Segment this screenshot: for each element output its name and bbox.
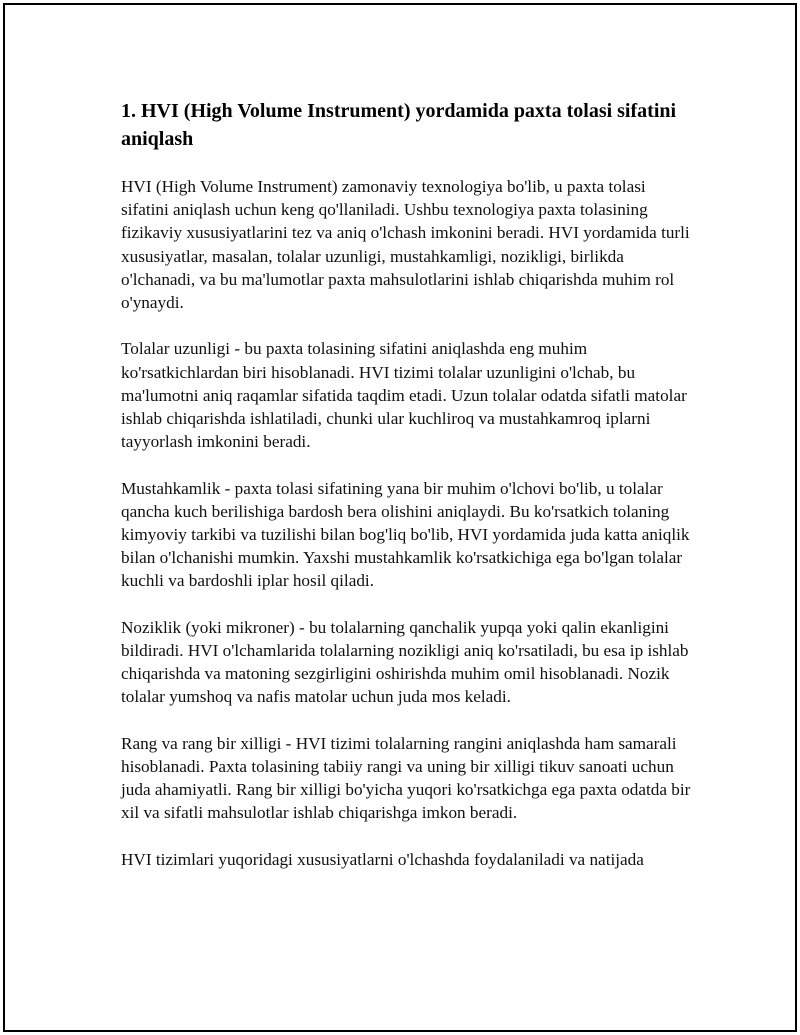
- paragraph-hvi-intro: HVI (High Volume Instrument) zamonaviy texnologiya bo'lib, u paxta tolasi sifatini aniqlash uchun keng qo'llaniladi. Ushbu texnologiya paxta tolasining fizikaviy xususiyatlarini tez va aniq o'lchash imkonini beradi. HVI yordamida turli xususiyatlar, masalan, tolalar uzunligi, mustahkamligi, nozikligi, birlikda o'lchanadi, va bu ma'lumotlar paxta mahsulotlarini ishlab chiqarishda muhim rol o'ynaydi.: [121, 177, 690, 313]
- page-frame: [3, 3, 797, 1032]
- paragraph-fineness: Noziklik (yoki mikroner) - bu tolalarning qanchalik yupqa yoki qalin ekanligini bildiradi. HVI o'lchamlarida tolalarning nozikligi aniq ko'rsatiladi, bu esa ip ishlab chiqarishda va matoning sezgirligini oshirishda muhim omil hisoblanadi. Nozik tolalar yumshoq va nafis matolar uchun juda mos keladi.: [121, 617, 689, 707]
- document-body: [121, 97, 696, 894]
- paragraph-fiber-length: Tolalar uzunligi - bu paxta tolasining sifatini aniqlashda eng muhim ko'rsatkichlardan biri hisoblanadi. HVI tizimi tolalar uzunligini o'lchab, bu ma'lumotni aniq raqamlar sifatida taqdim etadi. Uzun tolalar odatda sifatli matolar ishlab chiqarishda ishlatiladi, chunki ular kuchliroq va mustahkamroq iplarni tayyorlash imkonini beradi.: [121, 339, 687, 452]
- paragraph-conclusion: HVI tizimlari yuqoridagi xususiyatlarni o'lchashda foydalaniladi va natijada: [121, 849, 644, 869]
- section-heading: 1. HVI (High Volume Instrument) yordamida paxta tolasi sifatini aniqlash: [121, 100, 677, 150]
- paragraph-strength: Mustahkamlik - paxta tolasi sifatining yana bir muhim o'lchovi bo'lib, u tolalar qancha kuch berilishiga bardosh bera olishini aniqlaydi. Bu ko'rsatkich tolaning kimyoviy tarkibi va tuzilishi bilan bog'liq bo'lib, HVI yordamida juda katta aniqlik bilan o'lchanishi mumkin. Yaxshi mustahkamlik ko'rsatkichiga ega bo'lgan tolalar kuchli va bardoshli iplar hosil qiladi.: [121, 478, 690, 591]
- paragraph-color: Rang va rang bir xilligi - HVI tizimi tolalarning rangini aniqlashda ham samarali hisoblanadi. Paxta tolasining tabiiy rangi va uning bir xilligi tikuv sanoati uchun juda ahamiyatli. Rang bir xilligi bo'yicha yuqori ko'rsatkichga ega paxta odatda bir xil va sifatli mahsulotlar ishlab chiqarishga imkon beradi.: [121, 733, 691, 823]
